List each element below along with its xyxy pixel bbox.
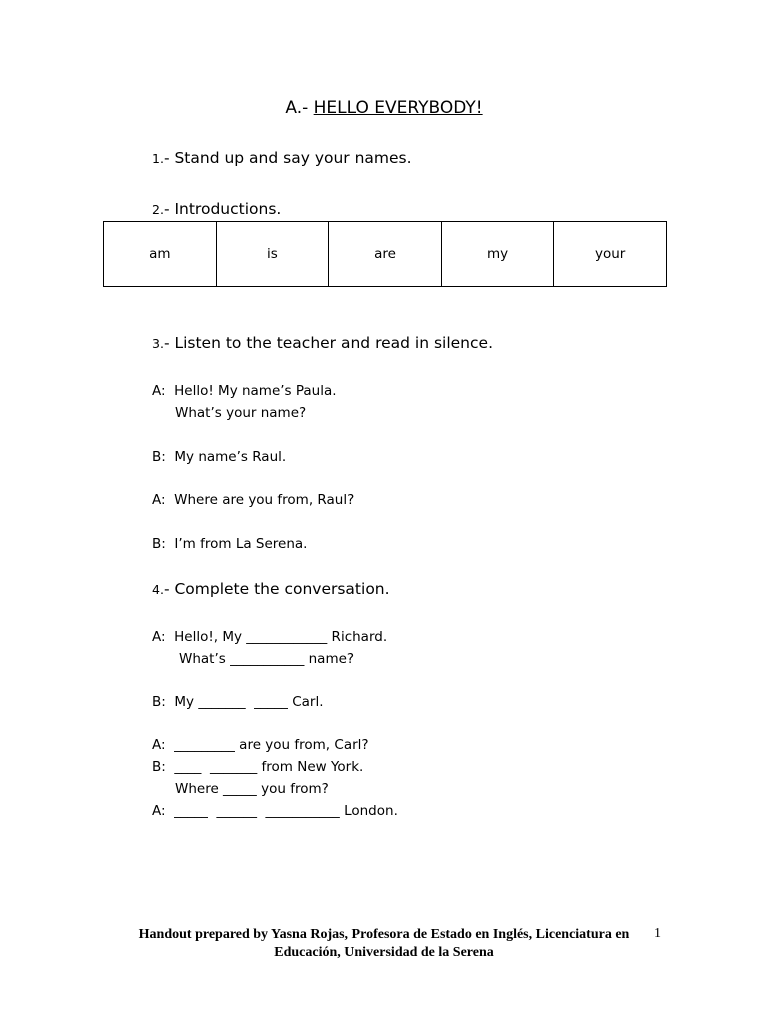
word-box-row: [104, 222, 667, 287]
exercise-line: B: ____ _______ from New York.: [152, 759, 364, 775]
word-cell: my: [441, 222, 554, 287]
section-1-heading: [152, 149, 412, 167]
exercise-line: A: _________ are you from, Carl?: [152, 737, 369, 753]
dialogue-line: B: My name’s Raul.: [152, 449, 287, 465]
word-cell: is: [216, 222, 329, 287]
footer-line-2: Educación, Universidad de la Serena: [274, 945, 494, 960]
section-3-heading: [152, 334, 493, 352]
section-1-number: 1.: [152, 151, 164, 166]
exercise-line: A: _____ ______ ___________ London.: [152, 803, 398, 819]
section-2-number: 2.: [152, 202, 164, 217]
dialogue-line: B: I’m from La Serena.: [152, 536, 308, 552]
exercise-line: A: Hello!, My ____________ Richard.: [152, 629, 388, 645]
footer-line-1: Handout prepared by Yasna Rojas, Profesora de Estado en Inglés, Licenciatura en: [138, 927, 630, 942]
word-cell: am: [104, 222, 217, 287]
page-number: 1: [654, 926, 661, 941]
section-3-text: - Listen to the teacher and read in silence.: [163, 334, 493, 352]
exercise-line: B: My _______ _____ Carl.: [152, 694, 324, 710]
section-4-number: 4.: [152, 582, 164, 597]
word-cell: your: [554, 222, 667, 287]
section-2-text: - Introductions.: [163, 200, 282, 218]
dialogue-line: What’s your name?: [175, 405, 307, 421]
section-1-text: - Stand up and say your names.: [163, 149, 412, 167]
section-4-text: - Complete the conversation.: [163, 580, 390, 598]
section-3-number: 3.: [152, 336, 164, 351]
exercise-line: What’s ___________ name?: [179, 651, 355, 667]
page-footer: [0, 926, 768, 962]
title-prefix: A.-: [285, 98, 314, 118]
word-box-table: [103, 221, 667, 287]
section-4-heading: [152, 580, 390, 598]
exercise-line: Where _____ you from?: [175, 781, 329, 797]
title-main: HELLO EVERYBODY!: [313, 98, 483, 118]
dialogue-line: A: Where are you from, Raul?: [152, 492, 355, 508]
page-title: [0, 98, 768, 118]
section-2-heading: [152, 200, 281, 218]
dialogue-line: A: Hello! My name’s Paula.: [152, 383, 337, 399]
word-cell: are: [329, 222, 442, 287]
